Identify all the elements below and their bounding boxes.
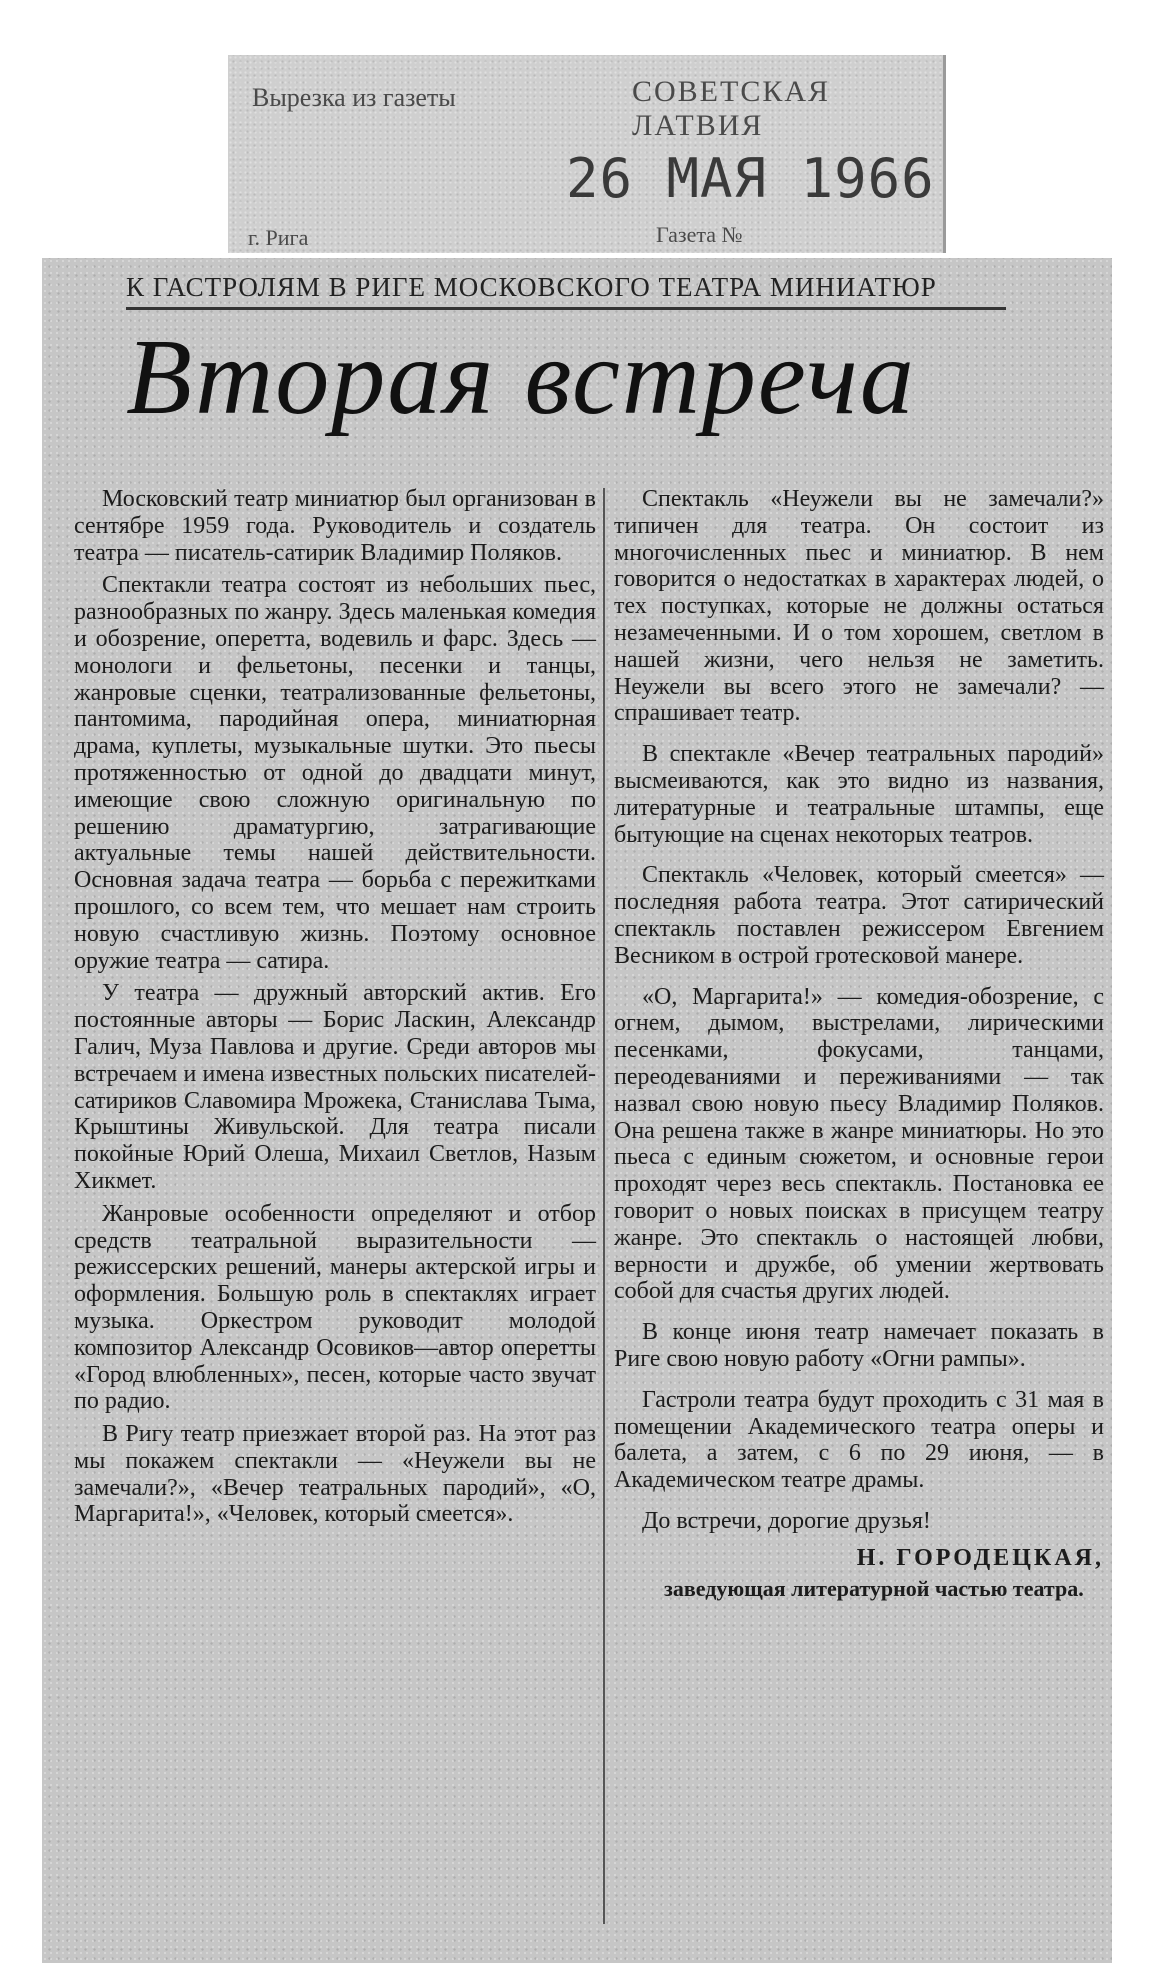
column-divider: [603, 488, 605, 1924]
clipping-label: [228, 55, 946, 253]
paragraph: В Ригу театр приезжает второй раз. На этот раз мы покажем спектакли — «Неужели вы не замечали?», «Вечер театральных пародий», «О, Маргарита!», «Человек, который смеется».: [74, 1421, 596, 1528]
paragraph: Московский театр миниатюр был организован в сентябре 1959 года. Руководитель и создатель театра — писатель-сатирик Владимир Поляков.: [74, 486, 596, 566]
paragraph: Спектакль «Человек, который смеется» — последняя работа театра. Этот сатирический спектакль поставлен режиссером Евгением Весником в острой гротесковой манере.: [614, 862, 1104, 969]
article-rubric: К ГАСТРОЛЯМ В РИГЕ МОСКОВСКОГО ТЕАТРА МИНИАТЮР: [126, 272, 1006, 310]
paragraph: Спектакль «Неужели вы не замечали?» типичен для театра. Он состоит из многочисленных пьес и миниатюр. В нем говорится о недостатках в характерах людей, о тех поступках, которые не должны остаться незамеченными. И о том хорошем, светлом в нашей жизни, чего нельзя не заметить. Неужели вы всего этого не замечали? — спрашивает театр.: [614, 486, 1104, 727]
article-column-right: [614, 486, 1104, 1607]
paragraph: Спектакли театра состоят из небольших пьес, разнообразных по жанру. Здесь маленькая комедия и обозрение, оперетта, водевиль и фарс. Здесь — монологи и фельетоны, песенки и танцы, жанровые сценки, театрализованные фельетоны, пантомима, пародийная опера, миниатюрная драма, куплеты, музыкальные шутки. Это пьесы протяженностью от одной до двадцати минут, имеющие свою сложную оригинальную по решению драматургию, затрагивающие актуальные темы нашей действительности. Основная задача театра — борьба с пережитками прошлого, со всем тем, что мешает нам строить новую счастливую жизнь. Поэтому основное оружие театра — сатира.: [74, 572, 596, 974]
paragraph: В конце июня театр намечает показать в Риге свою новую работу «Огни рампы».: [614, 1319, 1104, 1372]
closing-greeting: До встречи, дорогие друзья!: [642, 1507, 931, 1534]
label-newspaper-name: СОВЕТСКАЯ ЛАТВИЯ: [632, 75, 831, 142]
label-city: г. Рига: [248, 225, 309, 250]
label-newspaper-number: Газета №: [656, 222, 743, 247]
article-headline: Вторая встреча: [126, 318, 916, 437]
paragraph: Жанровые особенности определяют и отбор средств театральной выразительности — режиссерских решений, манеры актерской игры и оформления. Большую роль в спектаклях играет музыка. Оркестром руководит молодой композитор Александр Осовиков—автор оперетты «Город влюбленных», песен, которые часто звучат по радио.: [74, 1200, 596, 1415]
paragraph: У театра — дружный авторский актив. Его постоянные авторы — Борис Ласкин, Александр Галич, Муза Павлова и другие. Среди авторов мы встречаем и имена известных польских писателей-сатириков Славомира Мрожека, Станислава Тыма, Крыштины Живульской. Для театра писали покойные Юрий Олеша, Михаил Светлов, Назым Хикмет.: [74, 980, 596, 1194]
paragraph: Гастроли театра будут проходить с 31 мая в помещении Академического театра оперы и балета, а затем, с 6 по 29 июня, — в Академическом театре драмы.: [614, 1386, 1104, 1494]
paragraph: «О, Маргарита!» — комедия-обозрение, с огнем, дымом, выстрелами, лирическими песенками, фокусами, танцами, переодеваниями и переживаниями — так назвал свою новую пьесу Владимир Поляков. Она решена также в жанре миниатюры. Но это пьеса с единым сюжетом, и основные герои проходят через весь спектакль. Постановка ее говорит о новых поисках в присущем театру жанре. Это спектакль о настоящей любви, верности и дружбе, об умении жертвовать собой для счастья других людей.: [614, 983, 1104, 1305]
paragraph: В спектакле «Вечер театральных пародий» высмеиваются, как это видно из названия, литературные и театральные штампы, еще бытующие на сценах некоторых театров.: [614, 741, 1104, 848]
author-role: заведующая литературной частью театра.: [664, 1576, 1084, 1602]
author-signature: Н. ГОРОДЕЦКАЯ,: [856, 1544, 1104, 1571]
label-date-stamp: 26 МАЯ 1966: [566, 147, 935, 210]
article-column-left: [74, 486, 596, 1534]
newspaper-clipping: [42, 258, 1112, 1963]
label-clipping-from: Вырезка из газеты: [252, 83, 456, 112]
